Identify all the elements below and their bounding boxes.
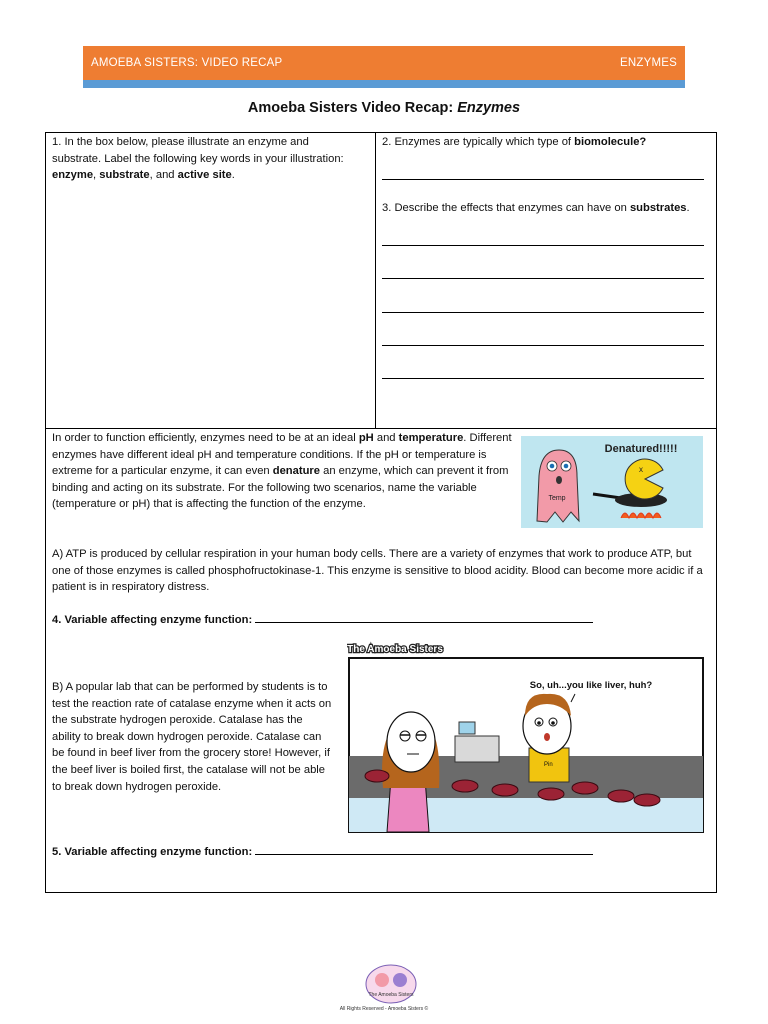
header-right-label: ENZYMES (620, 57, 677, 69)
answer-line-q3[interactable] (382, 378, 704, 379)
question-4 (52, 612, 712, 629)
cash-register (455, 736, 499, 762)
answer-line-q3[interactable] (382, 312, 704, 313)
flames (621, 513, 661, 518)
intro-text: . Different enzymes have different ideal pH and temperature conditions. If the pH or temperature is extreme for a particular enzyme, it can even (52, 432, 512, 478)
column-divider (375, 132, 376, 429)
question-4-label: 4. Variable affecting enzyme function: (52, 614, 253, 626)
question-5-label: 5. Variable affecting enzyme function: (52, 846, 253, 858)
header-stripe (83, 80, 685, 88)
header-banner (83, 46, 685, 80)
logo-pink-amoeba (375, 973, 389, 987)
keyword-substrate: substrate (99, 169, 150, 182)
speech-bubble-text: So, uh...you like liver, huh? (529, 680, 653, 691)
ghost-mouth (556, 476, 562, 484)
answer-line-q4[interactable] (255, 612, 593, 623)
cashier-badge: Pin (544, 762, 553, 768)
question-1-text: 1. In the box below, please illustrate an enzyme and substrate. Label the following key words in your illustration: (52, 136, 344, 165)
question-5 (52, 844, 712, 861)
scenario-b: B) A popular lab that can be performed by students is to test the reaction rate of catalase enzyme when it acts on the substrate hydrogen peroxide. Catalase has the ability to break down hydrogen peroxide. Catalase can be found in beef liver from the grocery store! However, if the beef liver is boiled first, the catalase will not be able to break down hydrogen peroxide. (52, 681, 332, 793)
intro-text: and (373, 432, 399, 444)
liver-package (492, 784, 518, 796)
answer-line-q3[interactable] (382, 245, 704, 246)
question-3 (382, 200, 712, 217)
question-3-end: . (686, 202, 690, 214)
keyword-ph: pH (358, 432, 374, 444)
logo-text: The Amoeba Sisters (368, 992, 414, 998)
answer-line-q3[interactable] (382, 278, 704, 279)
keyword-active-site: active site (177, 169, 232, 182)
amoeba-sisters-brand: The Amoeba Sisters (347, 644, 443, 655)
customer-eye (416, 731, 426, 741)
amoeba-sisters-logo (364, 963, 418, 1005)
denatured-caption: Denatured!!!!! (604, 443, 678, 455)
keyword-temperature: temperature (398, 432, 464, 444)
customer-head (387, 712, 435, 772)
question-1-sep: , (93, 169, 100, 182)
liver-package (634, 794, 660, 806)
question-1-end: . (231, 169, 235, 182)
question-3-text: 3. Describe the effects that enzymes can have on (382, 202, 630, 214)
question-1-sep: , and (149, 169, 178, 182)
page-title-prefix: Amoeba Sisters Video Recap: (247, 100, 458, 116)
page-title-topic: Enzymes (457, 100, 521, 116)
register-screen (459, 722, 475, 734)
intro-text: In order to function efficiently, enzymes need to be at an ideal (52, 432, 359, 444)
header-left-label: AMOEBA SISTERS: VIDEO RECAP (91, 57, 283, 69)
answer-line-q2[interactable] (382, 179, 704, 180)
ghost-pupil (564, 464, 569, 469)
cashier-mouth (544, 733, 550, 741)
question-2 (382, 134, 712, 151)
ghost-pupil (550, 464, 555, 469)
row-divider (45, 428, 717, 429)
keyword-biomolecule: biomolecule? (574, 136, 647, 148)
cashier-pupil (551, 721, 555, 725)
question-1 (52, 134, 352, 184)
illustration-area[interactable] (47, 190, 373, 426)
question-2-text: 2. Enzymes are typically which type of (382, 136, 575, 148)
liver-package (572, 782, 598, 794)
keyword-enzyme: enzyme (52, 169, 94, 182)
customer-eye (400, 731, 410, 741)
ghost-character (537, 450, 579, 522)
cashier-pupil (537, 721, 541, 725)
scenario-a: A) ATP is produced by cellular respiration in your human body cells. There are a variety of enzymes that work to produce ATP, but one of those enzymes is called phosphofructokinase-1. This enzyme is sensitive to blood acidity. Blood can become more acidic if a patient is in respiratory distress. (52, 548, 703, 594)
keyword-substrates: substrates (629, 202, 687, 214)
liver-package (608, 790, 634, 802)
keyword-denature: denature (272, 465, 320, 478)
liver-package (538, 788, 564, 800)
copyright-note: All Rights Reserved - Amoeba Sisters © (339, 1006, 429, 1012)
answer-line-q3[interactable] (382, 345, 704, 346)
page-title (0, 100, 768, 116)
logo-purple-amoeba (393, 973, 407, 987)
answer-line-q5[interactable] (255, 844, 593, 855)
liver-package (365, 770, 389, 782)
intro-text: an enzyme, which can prevent it from binding and acting on its substrate. For the following two scenarios, name the variable (temperature or pH) that is affecting the function of the enzyme. (52, 465, 509, 511)
liver-package (452, 780, 478, 792)
denatured-cartoon (521, 436, 703, 528)
intro-paragraph (52, 430, 514, 513)
temp-label: Temp (548, 495, 566, 502)
x-eye: x (639, 465, 643, 474)
liver-cartoon (347, 638, 705, 834)
